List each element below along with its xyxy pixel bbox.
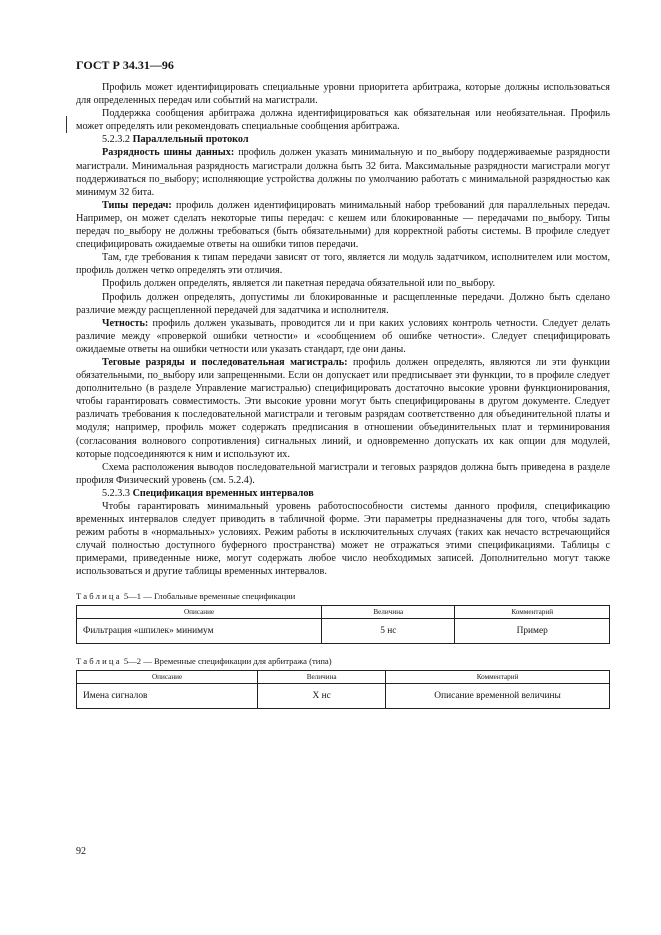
paragraph <box>76 277 610 290</box>
paragraph-text: профиль должен идентифицировать минимальный набор требований для параллельных передач. Например, он может сделать некоторые типы передач: с кешем или блокированные — передачами по_выбору. Типы передач по_выбору не должны требоваться (быть обязательными) для корректной работы системы. В профиле следует специфицировать ожидаемые ответы на ошибки типов передачи. <box>76 199 611 251</box>
table-2-header-row <box>77 670 610 683</box>
paragraph-text: Схема расположения выводов последовательной магистрали и теговых разрядов должна быть приведена в разделе профиля Физический уровень (см. 5.2.4). <box>76 461 610 486</box>
table-1-caption-text: 5—1 — Глобальные временные спецификации <box>123 590 296 601</box>
paragraph-text: Чтобы гарантировать минимальный уровень работоспособности системы данного профиля, спецификацию временных интервалов следует приводить в табличной форме. Эти параметры предназначены для того, чтобы задать режим работы в «нормальных» условиях. Режим работы в исключительных случаях (таких как нечасто встречающийся случай полностью доступного буферного пространства) может не отражаться этими спецификациями. Таблицы с примерами, приведенные ниже, могут содержать любое число необходимых записей. Дополнительно могут также использоваться и другие таблицы временных интервалов. <box>76 501 610 578</box>
table-1-header-description: Описание <box>77 605 322 618</box>
table-row <box>77 683 610 708</box>
section-heading <box>76 487 610 500</box>
section-title: Спецификация временных интервалов <box>132 487 314 499</box>
table-1 <box>76 605 610 644</box>
table-2-header-comment: Комментарий <box>386 670 610 683</box>
table-1-header-row <box>77 605 610 618</box>
paragraph-term: Теговые разряды и последовательная магистраль: <box>102 356 348 368</box>
table-row <box>77 618 610 643</box>
table-1-cell-description: Фильтрация «шпилек» минимум <box>77 618 322 643</box>
table-2-cell-description: Имена сигналов <box>77 683 258 708</box>
table-2 <box>76 670 610 709</box>
paragraph <box>76 146 610 198</box>
paragraph-text: Профиль может идентифицировать специальные уровни приоритета арбитража, которые должны использоваться для определенных передач или событий на магистрали. <box>76 82 610 107</box>
paragraph <box>76 461 610 487</box>
paragraph <box>76 199 610 251</box>
body-text <box>76 81 610 579</box>
paragraph <box>76 107 610 133</box>
page-number: 92 <box>76 846 86 857</box>
paragraph <box>76 356 610 461</box>
paragraph-term: Типы передач: <box>102 199 172 211</box>
table-1-caption <box>76 591 610 602</box>
table-2-cell-comment: Описание временной величины <box>386 683 610 708</box>
table-2-caption-label: Таблица <box>76 655 122 666</box>
paragraph-text: профиль должен определять, являются ли эти функции обязательными, по_выбору или запрещенными. Если он допускает или предписывает эти функции, то в профиле следует дополнительно (в разделе Управление магистралью) специфицировать достаточно высокие уровни функционирования, чтобы гарантировать совместимость. Эти высокие уровни могут быть специфицированы в другом документе. Следует различать требования к последовательной магистрали и теговым разрядам соответственно для объединительной платы и модуля; например, профиль может содержать предписания в отношении объединительных плат и терминирования (согласования волнового сопротивления) сигнальных линий, и одновременно допускать их как опции для модулей, которые подсоединяются к ним и используют их. <box>76 356 610 460</box>
table-2-header-description: Описание <box>77 670 258 683</box>
table-1-caption-label: Таблица <box>76 590 122 601</box>
paragraph-text: профиль должен указать минимальную и по_выбору поддерживаемые разрядности магистрали. Минимальная разрядность магистрали должна быть 32 бита. Максимальные разрядности магистрали могут поддерживаться по_выбору; исполняющие устройства должны по умолчанию работать с минимальной разрядностью как минимум 32 бита. <box>76 147 611 198</box>
paragraph <box>76 81 610 107</box>
paragraph-text: профиль должен указывать, проводится ли и при каких условиях контроль четности. Следует делать различие между «проверкой ошибки четности» и «сообщением об ошибке четности». Следует специфицировать ожидаемые ответы на ошибки четности или указать стандарт, где они даны. <box>76 317 610 355</box>
paragraph-text: Поддержка сообщения арбитража должна идентифицироваться как обязательная или необязательная. Профиль может определять или рекомендовать специальные сообщения арбитража. <box>76 108 610 133</box>
paragraph-text: Там, где требования к типам передачи зависят от того, является ли модуль задатчиком, исполнителем или мостом, профиль должен четко определять эти отличия. <box>76 252 610 277</box>
paragraph-term: Четность: <box>102 317 149 329</box>
section-number: 5.2.3.2 <box>102 134 131 146</box>
paragraph <box>76 251 610 277</box>
document-page <box>76 58 610 709</box>
table-1-header-comment: Комментарий <box>455 605 610 618</box>
paragraph-text: Профиль должен определять, является ли пакетная передача обязательной или по_выбору. <box>102 278 496 290</box>
table-2-header-value: Величина <box>258 670 386 683</box>
paragraph <box>76 291 610 317</box>
paragraph <box>76 317 610 356</box>
paragraph-term: Разрядность шины данных: <box>102 147 235 159</box>
paragraph-text: Профиль должен определять, допустимы ли блокированные и расщепленные передачи. Должно быть сделано различие между расщепленной передачей для задатчика и исполнителя. <box>76 291 610 316</box>
table-1-cell-value: 5 нс <box>322 618 455 643</box>
section-heading <box>76 133 610 146</box>
paragraph <box>76 500 610 579</box>
section-title: Параллельный протокол <box>132 134 249 146</box>
document-header: ГОСТ Р 34.31—96 <box>76 58 174 72</box>
table-1-cell-comment: Пример <box>455 618 610 643</box>
section-number: 5.2.3.3 <box>102 487 131 499</box>
table-2-caption <box>76 656 610 667</box>
table-1-header-value: Величина <box>322 605 455 618</box>
table-2-caption-text: 5—2 — Временные спецификации для арбитража (типа) <box>123 655 332 666</box>
scan-margin-mark <box>66 116 67 133</box>
table-2-cell-value: X нс <box>258 683 386 708</box>
